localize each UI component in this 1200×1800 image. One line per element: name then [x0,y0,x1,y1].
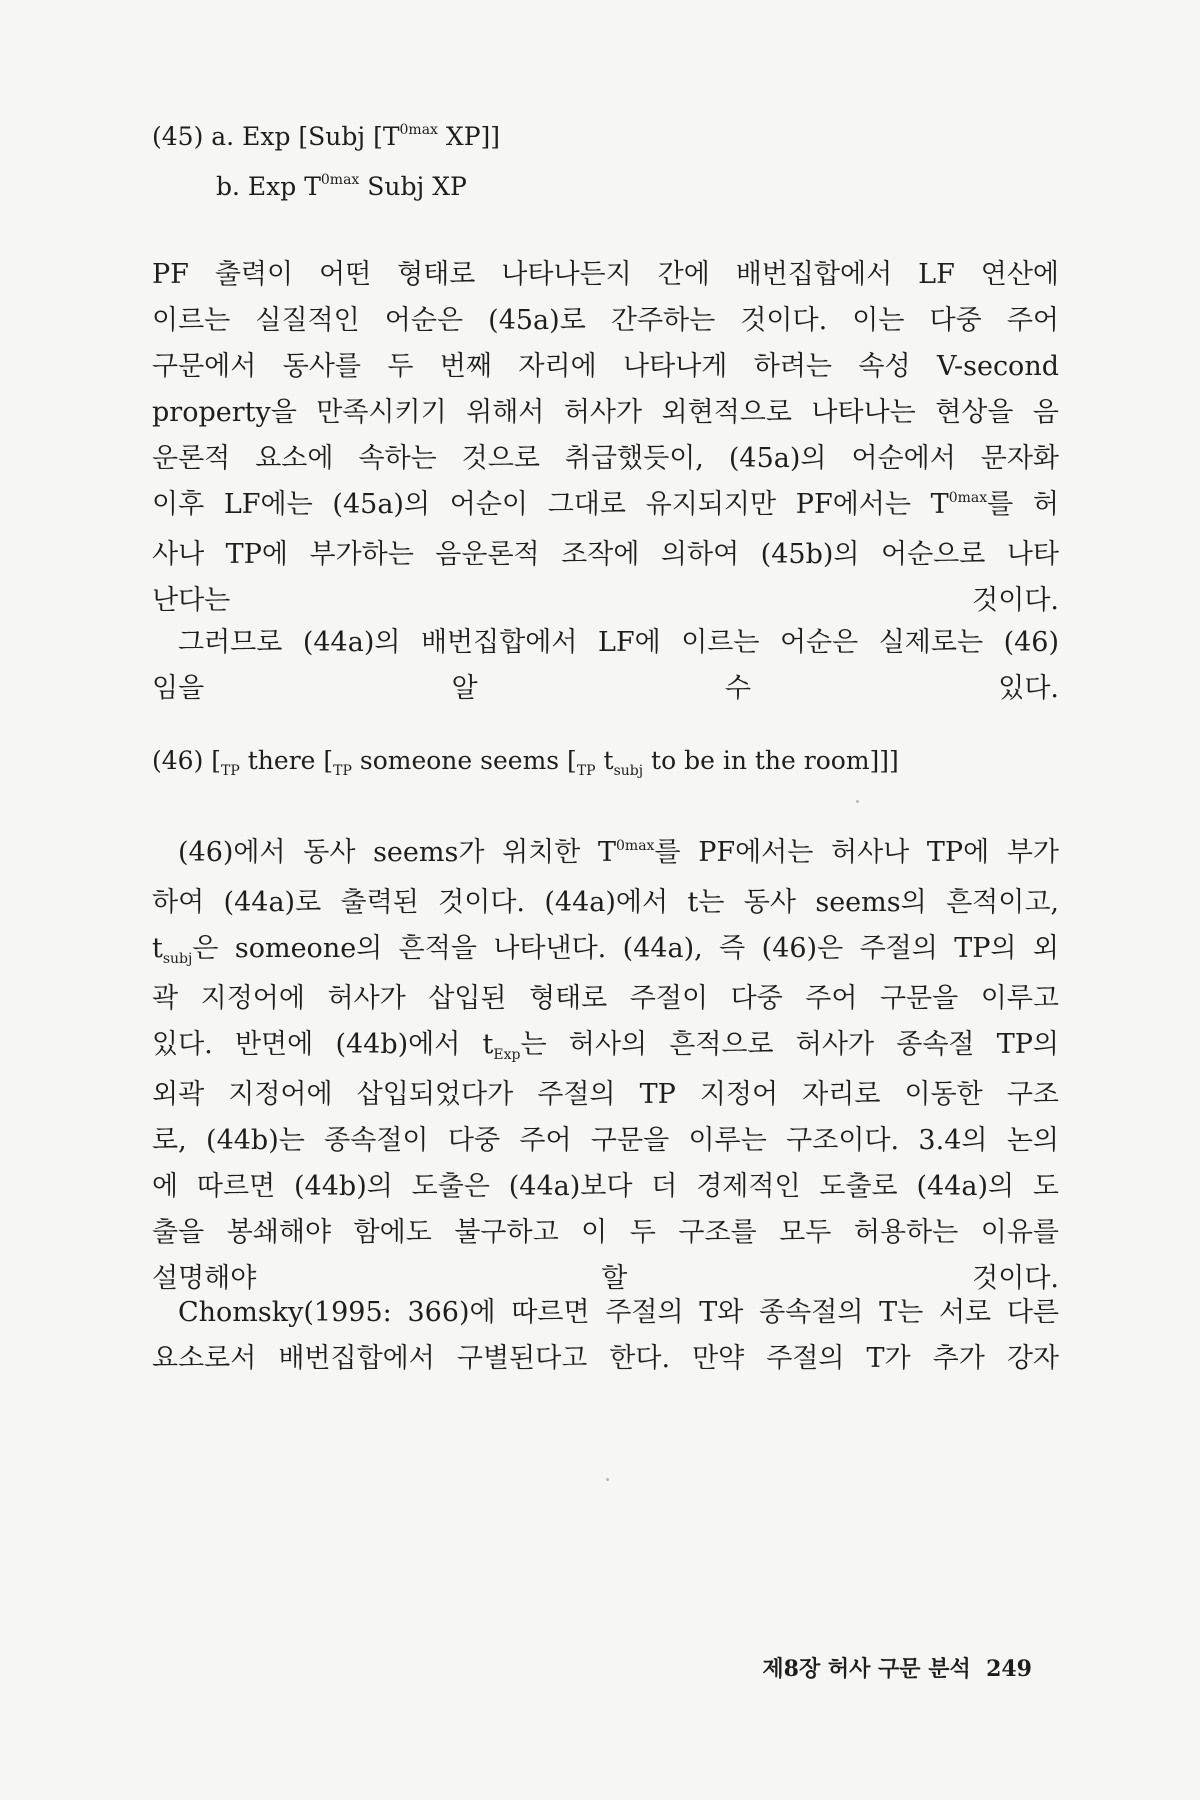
example-letter: b. [216,172,240,201]
text-line: 에 따르면 (44b)의 도출은 (44a)보다 더 경제적인 도출로 (44a)의 도 [152,1171,1059,1202]
example-45a [152,122,500,151]
subscript: subj [613,763,644,779]
text-line: 난다는 것이다. [152,585,1059,616]
subscript: TP [576,763,596,779]
text-line [152,830,1059,880]
paragraph-4 [152,1290,1059,1382]
text-line: 로, (44b)는 종속절이 다중 주어 구문을 이루는 구조이다. 3.4의 논의 [152,1125,1059,1156]
example-text: someone seems [ [351,746,577,775]
example-number: (45) [152,122,204,151]
text-fragment: t [152,933,163,964]
text-line: 출을 봉쇄해야 함에도 불구하고 이 두 구조를 모두 허용하는 이유를 [152,1217,1059,1248]
paragraph-2 [152,620,1059,712]
text-fragment: 이후 LF에는 (45a)의 어순이 그대로 유지되지만 PF에서는 T [152,489,949,520]
example-text: Exp [Subj [T [242,122,400,151]
scan-speck [606,1478,609,1481]
paragraph-1 [152,252,1059,624]
example-text: t [595,746,614,775]
superscript: 0max [616,838,655,854]
text-line: 요소로서 배번집합에서 구별된다고 한다. 만약 주절의 T가 추가 강자 [152,1343,1059,1374]
text-fragment: 를 PF에서는 허사나 TP에 부가 [654,837,1059,868]
example-number: (46) [152,746,204,775]
text-line: 이르는 실질적인 어순은 (45a)로 간주하는 것이다. 이는 다중 주어 [152,305,1059,336]
text-fragment: (46)에서 동사 seems가 위치한 T [178,837,617,868]
example-text: to be in the room]]] [643,746,899,775]
paragraph-3 [152,830,1059,1302]
scan-speck [856,800,859,803]
text-fragment: 있다. 반면에 (44b)에서 t [152,1029,494,1060]
text-line: 외곽 지정어에 삽입되었다가 주절의 TP 지정어 자리로 이동한 구조 [152,1079,1059,1110]
text-fragment: 를 허 [987,489,1060,520]
text-line: 임을 알 수 있다. [152,673,1059,704]
example-text: Subj XP [359,172,467,201]
example-text: XP]] [437,122,501,151]
text-line: 곽 지정어에 허사가 삽입된 형태로 주절이 다중 주어 구문을 이루고 [152,983,1059,1014]
text-line: 설명해야 할 것이다. [152,1263,1059,1294]
superscript: 0max [399,122,438,138]
text-line: 구문에서 동사를 두 번째 자리에 나타나게 하려는 속성 V-second [152,351,1059,382]
page-number: 249 [986,1656,1032,1682]
text-line: 하여 (44a)로 출력된 것이다. (44a)에서 t는 동사 seems의 흔적이고, [152,887,1059,918]
example-46 [152,746,899,779]
text-line [152,1022,1059,1072]
text-line: Chomsky(1995: 366)에 따르면 주절의 T와 종속절의 T는 서로 다른 [178,1297,1059,1328]
example-text: there [ [239,746,334,775]
text-line [152,926,1059,976]
text-line: 사나 TP에 부가하는 음운론적 조작에 의하여 (45b)의 어순으로 나타 [152,539,1059,570]
superscript: 0max [320,172,360,188]
bracket: [ [211,746,222,775]
subscript: TP [333,763,352,779]
chapter-title: 제8장 허사 구문 분석 [762,1656,971,1682]
example-text: Exp T [247,172,321,201]
text-line [152,482,1059,532]
text-fragment: 은 someone의 흔적을 나타낸다. (44a), 즉 (46)은 주절의 TP의 외 [192,933,1059,964]
text-line: 그러므로 (44a)의 배번집합에서 LF에 이르는 어순은 실제로는 (46) [178,627,1059,658]
text-line: property을 만족시키기 위해서 허사가 외현적으로 나타나는 현상을 음 [152,397,1059,428]
text-fragment: 는 허사의 흔적으로 허사가 종속절 TP의 [520,1029,1059,1060]
subscript: subj [162,951,193,967]
text-line: 운론적 요소에 속하는 것으로 취급했듯이, (45a)의 어순에서 문자화 [152,443,1059,474]
superscript: 0max [948,490,988,506]
text-line: PF 출력이 어떤 형태로 나타나든지 간에 배번집합에서 LF 연산에 [152,259,1059,290]
example-letter: a. [211,122,235,151]
subscript: Exp [493,1047,521,1063]
subscript: TP [221,763,240,779]
example-45b [216,172,467,201]
page-footer [762,1652,1032,1683]
